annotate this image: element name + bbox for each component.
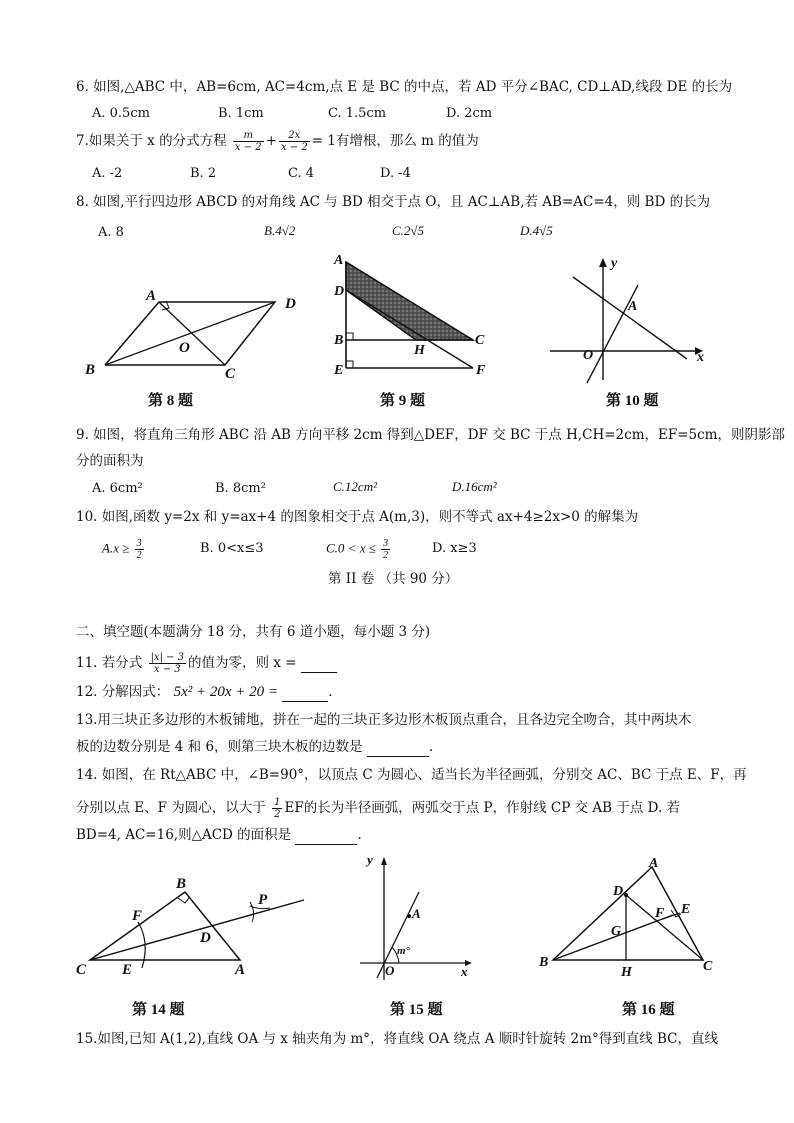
- fig16-label-g: G: [611, 924, 622, 939]
- figure-15: [355, 850, 485, 990]
- q9-option-c: C.12cm²: [333, 479, 377, 494]
- question-8-stem: 8. 如图,平行四边形 ABCD 的对角线 AC 与 BD 相交于点 O，且 AC⊥AB,若 AB=AC=4，则 BD 的长为: [76, 194, 711, 210]
- q10-c-num: 3: [383, 538, 389, 549]
- fig14-label-c: C: [76, 962, 87, 978]
- q7-plus: +: [265, 133, 277, 149]
- fig9-right-mark-e: [346, 361, 353, 368]
- q8-option-d: D.4√5: [520, 223, 553, 238]
- question-11-stem: [76, 652, 337, 675]
- fig9-label-f: F: [476, 363, 486, 378]
- fig8-label-d: D: [285, 296, 296, 312]
- fig9-label-c: C: [475, 333, 485, 348]
- q8-option-b: B.4√2: [264, 223, 296, 238]
- figure-10: [545, 255, 715, 385]
- fig14-label-b: B: [176, 876, 187, 892]
- fig15-label-y: y: [367, 852, 373, 867]
- q7-frac2-den: x − 2: [280, 142, 308, 153]
- fig16-point-d: [624, 893, 628, 897]
- figure-14: [72, 870, 312, 980]
- q10-c-den: 2: [383, 550, 389, 561]
- fig10-label-o: O: [583, 348, 594, 363]
- q11-answer-blank[interactable]: [301, 654, 337, 673]
- fig10-caption: 第 10 题: [606, 393, 659, 409]
- q9-option-a: A. 6cm²: [92, 481, 143, 496]
- fig16-label-e: E: [681, 902, 691, 917]
- q7-fraction-2: [279, 130, 310, 153]
- q7-option-a: A. -2: [92, 166, 123, 181]
- q10-c-fraction: [381, 538, 390, 561]
- fig8-label-o: O: [179, 340, 190, 356]
- fig15-caption: 第 15 题: [390, 1002, 443, 1018]
- fig9-caption: 第 9 题: [380, 393, 426, 409]
- question-14-line-1: 14. 如图，在 Rt△ABC 中，∠B=90°，以顶点 C 为圆心、适当长为半径画弧，分别交 AC、BC 于点 E、F，再: [76, 767, 747, 783]
- q7-option-c: C. 4: [288, 166, 315, 181]
- fig14-label-d: D: [200, 930, 211, 946]
- q7-option-b: B. 2: [190, 166, 217, 181]
- fig14-ray-cp: [90, 900, 304, 960]
- fig14-right-angle-mark: [178, 897, 190, 903]
- q11-fraction: [149, 652, 186, 675]
- fig9-label-a: A: [334, 253, 344, 268]
- q14-num: 1: [274, 797, 281, 808]
- q11-suffix: 的值为零，则 x =: [188, 655, 297, 671]
- fig10-line-ax-plus-4: [573, 277, 687, 359]
- fig9-label-b: B: [334, 333, 344, 348]
- fig14-label-a: A: [235, 962, 246, 978]
- fig16-label-f: F: [655, 906, 665, 921]
- fig15-y-arrow: [381, 857, 387, 865]
- q10-a-fraction: [135, 538, 144, 561]
- fig9-label-e: E: [334, 363, 344, 378]
- q14-den: 2: [274, 809, 281, 820]
- q13-answer-blank[interactable]: [367, 738, 429, 757]
- q14-fraction: [272, 797, 282, 820]
- q12-answer-blank[interactable]: [282, 683, 328, 702]
- q11-prefix: 11. 若分式: [76, 655, 143, 671]
- question-10-stem: 10. 如图,函数 y=2x 和 y=ax+4 的图象相交于点 A(m,3)，则不等式 ax+4≥2x>0 的解集为: [76, 509, 639, 525]
- fig8-label-b: B: [85, 362, 96, 378]
- fig16-label-b: B: [539, 955, 549, 970]
- question-7-stem: [76, 130, 479, 153]
- q7-frac1-num: m: [233, 130, 264, 142]
- fig16-label-d: D: [613, 884, 624, 899]
- fig16-label-c: C: [703, 959, 713, 974]
- part-2-heading: 第 II 卷 （共 90 分）: [328, 571, 459, 587]
- q7-fraction-1: [233, 130, 264, 153]
- q6-option-d: D. 2cm: [446, 106, 493, 121]
- fig15-label-m: m°: [397, 945, 410, 957]
- q14-line-3-text: BD=4, AC=16,则△ACD 的面积是: [76, 827, 292, 843]
- fig14-triangle: [90, 892, 240, 960]
- figure-16: [535, 855, 720, 985]
- fig14-label-f: F: [132, 908, 143, 924]
- question-12-stem: 12. 分解因式： 5x² + 20x + 20 = .: [76, 684, 333, 700]
- q11-num: |x| − 3: [150, 652, 185, 663]
- fig8-caption: 第 8 题: [148, 393, 194, 409]
- fig16-label-a: A: [649, 856, 659, 871]
- q13-line-2-text: 板的边数分别是 4 和 6，则第三块木板的边数是: [76, 739, 363, 755]
- fig10-label-y: y: [611, 256, 618, 271]
- fig9-label-d: D: [334, 284, 345, 299]
- q14-line-2-prefix: 分别以点 E、F 为圆心，以大于: [76, 800, 266, 816]
- fig9-right-mark-b: [346, 333, 353, 340]
- question-6-stem: 6. 如图,△ABC 中，AB=6cm, AC=4cm,点 E 是 BC 的中点，若 AD 平分∠BAC, CD⊥AD,线段 DE 的长为: [76, 79, 733, 95]
- q10-option-a: [102, 538, 146, 561]
- fig14-label-e: E: [122, 962, 133, 978]
- question-14-line-2: [76, 797, 680, 820]
- q8-option-c: C.2√5: [392, 223, 425, 238]
- fig8-diagonal-ac: [159, 302, 225, 365]
- q10-a-prefix: A.x ≥: [102, 540, 130, 556]
- q7-frac2-num: 2x: [279, 130, 310, 142]
- q7-suffix: = 1有增根，那么 m 的值为: [311, 133, 479, 149]
- q12-prefix: 12. 分解因式：: [76, 684, 170, 700]
- q8-option-a: A. 8: [98, 225, 124, 240]
- q14-answer-blank[interactable]: [295, 826, 357, 845]
- fig16-line-cd: [626, 895, 703, 960]
- q10-a-den: 2: [136, 550, 142, 561]
- q7-prefix: 7.如果关于 x 的分式方程: [76, 133, 227, 149]
- question-14-line-3: BD=4, AC=16,则△ACD 的面积是 .: [76, 827, 362, 843]
- q10-c-prefix: C.0 < x ≤: [326, 540, 376, 556]
- fig15-label-o: O: [385, 963, 395, 978]
- fig9-label-h: H: [414, 343, 425, 358]
- question-9-line-1: 9. 如图，将直角三角形 ABC 沿 AB 方向平移 2cm 得到△DEF，DF 交 BC 于点 H,CH=2cm，EF=5cm，则阴影部: [76, 427, 785, 443]
- fig8-label-a: A: [146, 288, 157, 304]
- q14-line-2-suffix: EF的长为半径画弧，两弧交于点 P，作射线 CP 交 AB 于点 D. 若: [284, 800, 681, 816]
- fig14-label-p: P: [258, 892, 268, 908]
- q10-option-b: B. 0<x≤3: [200, 541, 264, 556]
- q6-option-b: B. 1cm: [218, 106, 264, 121]
- fig16-caption: 第 16 题: [622, 1002, 675, 1018]
- q9-option-d: D.16cm²: [452, 479, 497, 494]
- q12-expression: 5x² + 20x + 20 =: [173, 684, 278, 700]
- fig15-line-oa: [377, 892, 419, 978]
- fig10-y-arrow: [599, 258, 607, 267]
- fig16-label-h: H: [621, 965, 632, 980]
- q10-a-num: 3: [136, 538, 142, 549]
- fig14-arc-p1: [250, 902, 254, 922]
- fig15-point-a: [407, 914, 411, 918]
- q9-option-b: B. 8cm²: [215, 481, 266, 496]
- question-13-line-1: 13.用三块正多边形的木板铺地，拼在一起的三块正多边形木板顶点重合，且各边完全吻合，其中两块木: [76, 712, 692, 728]
- q7-frac1-den: x − 2: [234, 142, 262, 153]
- question-15-stem: 15.如图,已知 A(1,2),直线 OA 与 x 轴夹角为 m°，将直线 OA 绕点 A 顺时针旋转 2m°得到直线 BC，直线: [76, 1031, 718, 1047]
- section-2-heading: 二、填空题(本题满分 18 分，共有 6 道小题，每小题 3 分): [76, 624, 431, 640]
- fig14-caption: 第 14 题: [132, 1002, 185, 1018]
- q7-option-d: D. -4: [380, 166, 411, 181]
- q11-den: x − 3: [153, 664, 181, 675]
- fig15-label-x: x: [461, 964, 468, 979]
- fig10-label-a: A: [628, 299, 638, 314]
- q6-option-c: C. 1.5cm: [328, 106, 387, 121]
- q6-option-a: A. 0.5cm: [92, 106, 150, 121]
- fig15-label-a: A: [412, 906, 421, 921]
- fig10-label-x: x: [697, 350, 704, 365]
- figure-9: [330, 250, 500, 380]
- q10-option-c: [326, 538, 392, 561]
- figure-8: [80, 280, 310, 380]
- question-9-line-2: 分的面积为: [76, 453, 144, 469]
- q10-option-d: D. x≥3: [432, 541, 477, 556]
- question-13-line-2: 板的边数分别是 4 和 6，则第三块木板的边数是 .: [76, 739, 434, 755]
- fig8-label-c: C: [225, 366, 236, 380]
